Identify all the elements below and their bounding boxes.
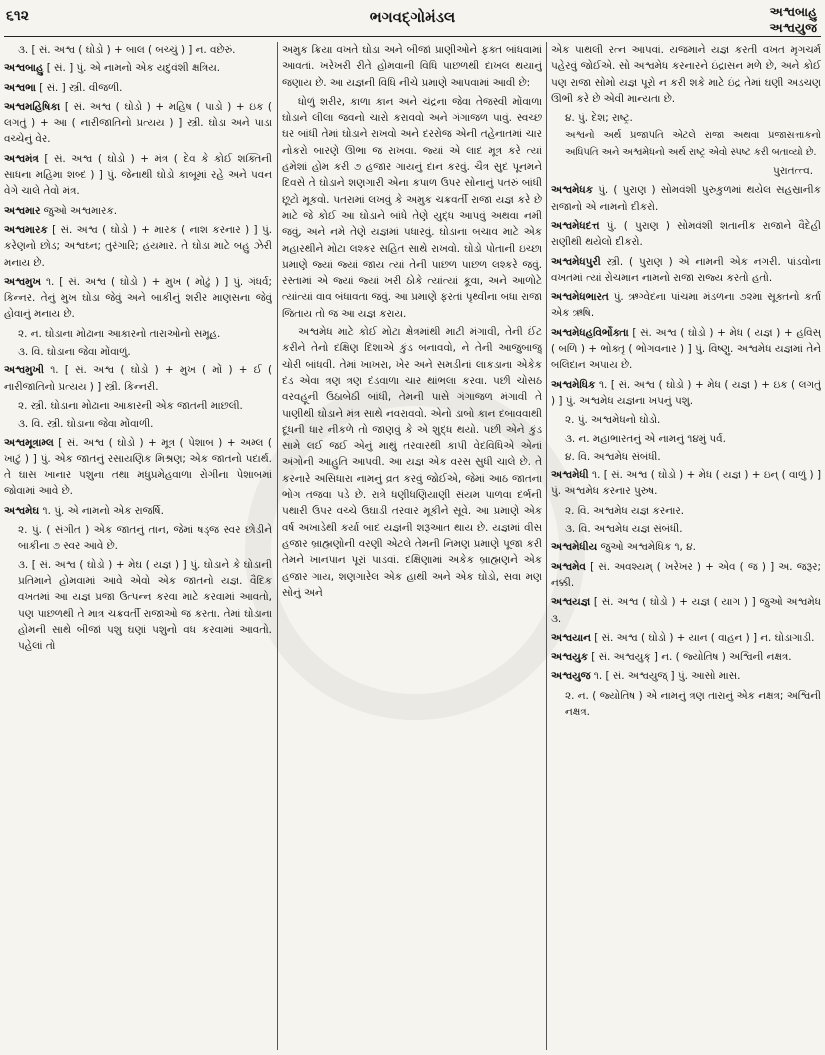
definition: પું. ( પુરાણ ) સોમવંશી શતાનીક રાજાને વૈદેહી રાણીથી થયેલો દીકરો.	[551, 219, 821, 249]
dictionary-entry	[4, 60, 272, 76]
header-rule	[4, 36, 821, 37]
dictionary-entry	[551, 467, 821, 500]
dictionary-entry	[551, 325, 821, 374]
guide-word-last: અશ્વયુજ	[769, 20, 817, 35]
definition: [ સં. અશ્વ ( ઘોડો ) + મૂત્ર ( પેશાબ ) + અમ્લ ( ખાટું ) ] પું. એક જાતનું રસાયણિક મિશ્રણ; એક જાતનો પદાર્થ. તે ઘાસ ખાનાર પશુના તથા મધુપ્રમેહવાળા રોગીના પેશાબમાં જોવામાં આવે છે.	[4, 436, 272, 498]
dictionary-entry	[551, 182, 821, 215]
entry-sense: ૩. ન. મહાભારતનું એ નામનું ૧૪મું પર્વ.	[565, 432, 726, 445]
headword: અશ્વમેધીય	[551, 541, 598, 554]
body-paragraph: અશ્વમેધ માટે કોઈ મોટા ક્ષેત્રમાંથી માટી મંગાવી, તેની ઈંટ કરીને તેનો દક્ષિણ દિશાએ કુંડ બનાવવો, ને તેની આજુબાજુ ચોરી બાંધવી. તેમાં ખાખરા, ખેર અને સમડીનાં લાકડાના એકેક દંડ એવા ત્રણ ત્રણ દંડવાળા ચાર થાંભલા કરવા. પછી ચોસઠ વરવહૂની ઉઠાબેઠી બાંધી, તેમની પાસે ગંગાજળ મંગાવી તે પાણીથી ઘોડાને મંત્ર સાથે નવરાવવો. એનો ડાબો કાન દબાવવાથી દૂધની ધાર નીકળે તો જાણવું કે એ શુદ્ધ થયો. પછી એને કુંડ સામે લઈ જઈ એનું માથું તરવારથી કાપી વેદવિધિએ એનાં અંગોની આહુતિ આપવી. આ યજ્ઞ એક વરસ સુધી ચાલે છે. તે કરનારે અસિધારા નામનું વ્રત કરવું જોઈએ, જેમાં આઠ જાતના ભોગ તજવા પડે છે. રાત્રે ધણીધણિયાણી સંયમ પાળવા દર્ભની પથારી ઉપર વચ્ચે ઉઘાડી તરવાર મૂકીને સૂવે. આ પ્રમાણે એક વર્ષ અખાડેથી કર્યા બાદ યજ્ઞની શરૂઆત થાય છે. યજ્ઞમાં વીસ હજાર બ્રાહ્મણોની વરણી એટલે તેમની નિમણ પ્રમાણે પૂજા કરી તેમને ખાનપાન પૂરાં પાડવાં. દક્ષિણામાં અકેક બ્રાહ્મણને એક હજાર ગાય, શણગારેલ એક હાથી અને એક ઘોડો, સવા મણ સોનું અને	[282, 326, 542, 599]
page-header	[0, 0, 825, 44]
definition: ૧. પું. એ નામનો એક રાજર્ષિ.	[42, 504, 164, 517]
headword: અશ્વયુક	[551, 651, 588, 664]
headword: અશ્વમંત્ર	[4, 152, 39, 165]
definition: ૧. [ સં. અશ્વયુજ્ ] પું. આસો માસ.	[593, 670, 741, 683]
headword: અશ્વમેધપુરી	[551, 255, 601, 268]
entry-sense: ૩. વિ. ઘોડાના જેવા મોંવાળું.	[18, 346, 131, 359]
definition: ૧. [ સં. અશ્વ ( ઘોડો ) + મેધ ( યજ્ઞ ) + ઇક ( લગતું ) ] પું. અશ્વમેધ યજ્ઞના ખપનું પશુ.	[551, 378, 821, 407]
definition: ૧. [ સં. અશ્વ ( ઘોડો ) + મુખ ( મોં ) + ઈ ( નારીજાતિનો પ્રત્યય ) ] સ્ત્રી. કિન્નરી.	[4, 364, 272, 393]
entry-sense: ૨. સ્ત્રી. ઘોડાના મોઢાના આકારની એક જાતની માછલી.	[18, 399, 243, 412]
dictionary-entry	[4, 99, 272, 148]
dictionary-entry	[551, 668, 821, 684]
dictionary-entry	[551, 218, 821, 251]
headword: અશ્વમેઘ	[4, 504, 40, 517]
definition: [ સં. અશ્વ ( ઘોડો ) + મારક ( નાશ કરનાર ) ] પું. કરેણનો છોડ; અશ્વઘ્ન; તુરંગારિ; હયમાર. તે ઘોડા માટે બહુ ઝેરી મનાય છે.	[4, 223, 272, 269]
definition: [ સં. અશ્વયુક્ ] ન. ( જ્યોતિષ ) અશ્વિની નક્ષત્ર.	[591, 651, 792, 664]
dictionary-entry	[4, 80, 272, 96]
definition: [ સં. ] પું. એ નામનો એક યદુવંશી ક્ષત્રિય.	[46, 62, 221, 75]
headword: અશ્વમેધી	[551, 469, 589, 482]
headword: અશ્વમેધિક	[551, 378, 596, 391]
guide-words	[770, 4, 817, 36]
column-right	[551, 42, 821, 1050]
definition: [ સં. ] સ્ત્રી. વીજળી.	[39, 81, 123, 94]
body-paragraph: ધોળું શરીર, કાળા કાન અને ચંદ્રના જેવા તેજસ્વી મોંવાળા ઘોડાને લીલા જવનો ચારો કરાવવો અને ગંગાજળ પાવું. સ્વચ્છ ઘર બાંધી તેમાં ઘોડાને રાખવો અને દરરોજ એની તહેનાતમાં ચાર નોકરો બારણે ઊભા જ રાખવા. જ્યાં એ લાદ મૂત્ર કરે ત્યાં હમેશાં હોમ કરી ૭ હજાર ગાયનું દાન કરવું. ચૈત્ર સુદ પૂનમને દિવસે તે ઘોડાને શણગારી એના કપાળ ઉપર સોનાનું પતરું બાંધી છૂટો મૂકવો. પતરામાં લખવું કે અમુક ચક્રવર્તી રાજા યજ્ઞ કરે છે માટે જે કોઈ આ ઘોડાને બાંધે તેણે યુદ્ધ આપવું અથવા નમી જવું, અને નમે તેણે યજ્ઞમાં પધારવું. ઘોડાના બચાવ માટે એક મહારથીને મોટા લશ્કર સહિત સાથે રાખવો. ઘોડો પોતાની ઇચ્છા પ્રમાણે જ્યાં જ્યાં જાય ત્યાં તેની પાછળ પાછળ લશ્કરે જવું. રસ્તામાં એ જ્યાં જ્યાં ખરી ઠોકે ત્યાંત્યાં કૂવા, અને આળોટે ત્યાંત્યાં વાવ બંધાવતા જવું. આ પ્રમાણે ફરતાં પૃથ્વીના બધા રાજા જિતાય તો જ આ યજ્ઞ કરાય.	[282, 95, 542, 320]
dictionary-entry	[4, 362, 272, 395]
dictionary-entry	[551, 559, 821, 592]
definition: [ સં. અશ્વ ( ઘોડો ) + મંત્ર ( દેવ કે કોઈ શક્તિની સાધના મહિમા શબ્દ ) ] પું. જેનાથી ઘોડો કાબૂમાં રહે અને પવન વેગે ચાલે તેવો મંત્ર.	[4, 152, 272, 198]
column-middle	[282, 42, 542, 1050]
definition: [ સં. અશ્વ ( ઘોડો ) + મહિષ ( પાડો ) + ઇક ( લગતું ) + આ ( નારીજાતિનો પ્રત્યય ) ] સ્ત્રી. ઘોડા અને પાડા વચ્ચેનું વેર.	[4, 100, 272, 146]
entry-sense: ૨. ન. ( જ્યોતિષ ) એ નામનું ત્રણ તારાનું એક નક્ષત્ર; અશ્વિની નક્ષત્ર.	[565, 689, 821, 718]
dictionary-entry	[4, 222, 272, 271]
entry-sense: ૨. વિ. અશ્વમેધ યજ્ઞ કરનાર.	[565, 504, 685, 517]
definition: ૧. [ સં. અશ્વ ( ઘોડો ) + મેધ ( યજ્ઞ ) + ઇન્ ( વાળું ) ] પું. અશ્વમેધ કરનાર પુરુષ.	[551, 469, 821, 498]
dictionary-entry	[551, 649, 821, 665]
column-divider	[277, 42, 278, 1050]
dictionary-entry	[551, 254, 821, 287]
page-title: ભગવદ્ગોમંડલ	[369, 8, 456, 26]
headword: અશ્વમેધભારત	[551, 291, 609, 304]
headword: અશ્વયજ્ઞ	[551, 596, 591, 609]
definition: સ્ત્રી. ( પુરાણ ) એ નામની એક નગરી. પાંડવોના વખતમાં ત્યાં રોચમાન નામનો રાજા રાજ્ય કરતો હતો.	[551, 255, 821, 284]
dictionary-entry	[4, 274, 272, 323]
entry-sense: ૨. પું. અશ્વમેધનો ઘોડો.	[565, 414, 661, 427]
definition: જુઓ અશ્વમેધિક ૧, ૪.	[600, 541, 696, 554]
headword: અશ્વમુખી	[4, 364, 44, 377]
source-attribution: પુરાતત્ત્વ.	[772, 165, 813, 178]
entry-sense: ૩. [ સં. અશ્વ ( ઘોડો ) + મેઘ ( યજ્ઞ ) ] પું. ઘોડાને કે ઘોડાની પ્રતિમાને હોમવામાં આવે એવો એક જાતનો યજ્ઞ. વૈદિક વખતમાં આ યજ્ઞ પ્રજા ઉત્પન્ન કરવા માટે કરવામાં આવતો, પણ પાછળથી તે માત્ર ચક્રવર્તી રાજાઓ જ કરતા. તેમાં ઘોડાના હોમની સાથે બીજાં પશુ ઘણાં પશુનો વધ કરવામાં આવતો. પહેલાં તો	[18, 558, 272, 653]
entry-sense: ૪. પું. દેશ; રાષ્ટ્ર.	[565, 112, 633, 125]
headword: અશ્વમુખ	[4, 275, 41, 288]
continued-paragraph: એક પાથલી રત્ન આપવાં. યજમાને યજ્ઞ કરતી વખત મૃગચર્મ પહેરવું જોઈએ. સો અશ્વમેધ કરનારને ઇંદ્રાસન મળે છે, અને કોઈ પણ રાજા સોમો યજ્ઞ પૂરો ન કરી શકે માટે ઇંદ્ર તેમાં ઘણી અડચણ ઊભી કરે છે એવી માન્યતા છે.	[551, 44, 821, 105]
definition: [ સં. અશ્વ ( ઘોડો ) + યજ્ઞ ( યાગ ) ] જુઓ અશ્વમેધ ૩.	[551, 596, 821, 625]
entry-sense: ૨. ન. ઘોડાના મોઢાના આકારનો તારાઓનો સમૂહ.	[18, 327, 221, 340]
headword: અશ્વમાર	[4, 204, 41, 217]
guide-word-first: અશ્વબાહુ	[769, 4, 817, 19]
dictionary-entry	[4, 435, 272, 500]
dictionary-entry	[4, 203, 272, 219]
headword: અશ્વમૂત્રામ્લ	[4, 436, 54, 449]
headword: અશ્વબાહુ	[4, 62, 44, 75]
definition: [ સં. અશ્વ ( ઘોડો ) + યાન ( વાહન ) ] ન. ઘોડાગાડી.	[594, 631, 815, 644]
headword: અશ્વમેધહવિર્ભોક્તા	[551, 326, 629, 339]
headword: અશ્વભા	[4, 81, 36, 94]
definition: પું. ઋગ્વેદના પાંચમા મંડળના ૭૨મા સૂક્તનો કર્તા એક ઋષિ.	[551, 291, 821, 320]
dictionary-entry	[4, 503, 272, 519]
definition: [ સં. અશ્વ ( ઘોડો ) + મેધ ( યજ્ઞ ) + હવિસ્ ( બળિ ) + ભોક્તૃ ( ભોગવનાર ) ] પું. વિષ્ણુ. અશ્વમેધ યજ્ઞમાં તેને બલિદાન અપાય છે.	[551, 326, 821, 372]
entry-sense: ૪. વિ. અશ્વમેધ સંબંધી.	[565, 450, 661, 463]
page-number: ૬૧૨	[6, 8, 29, 24]
headword: અશ્વયાન	[551, 631, 591, 644]
dictionary-entry	[551, 630, 821, 646]
headword: અશ્વયુજ	[551, 670, 591, 683]
headword: અશ્વમેધદત્ત	[551, 219, 600, 232]
entry-sense: ૩. [ સં. અશ્વ ( ઘોડો ) + બાલ ( બચ્ચું ) ] ન. વછેરું.	[18, 44, 236, 56]
definition: [ સં. અવશ્યમ્ ( ખરેખર ) + એવ ( જ ) ] અ. જરૂર; નક્કી.	[551, 560, 821, 589]
dictionary-entry	[4, 151, 272, 200]
dictionary-entry	[551, 289, 821, 322]
headword: અશ્વમેધક	[551, 184, 593, 197]
headword: અશ્વમેવ	[551, 560, 586, 573]
dictionary-entry	[551, 377, 821, 410]
column-divider	[546, 42, 547, 1050]
entry-sense: ૩. વિ. સ્ત્રી. ઘોડાના જેવા મોંવાળી.	[18, 418, 154, 431]
entry-sense: ૨. પું. ( સંગીત ) એક જાતનું તાન, જેમાં ષડ્જ સ્વર છોડીને બાકીના ૭ સ્વર આવે છે.	[18, 524, 272, 553]
definition: જુઓ અશ્વમારક.	[43, 204, 118, 217]
continued-paragraph: અમુક ક્રિયા વખતે ઘોડા અને બીજાં પ્રાણીઓને ફક્ત બાંધવામાં આવતાં. ખરેખરી રીતે હોમવાની વિધિ પાછળથી દાખલ થયાનું જણાય છે. આ યજ્ઞની વિધિ નીચે પ્રમાણે આપવામાં આવી છે:	[282, 44, 542, 89]
definition: પું. ( પુરાણ ) સોમવંશી પુરુકુળમાં થયેલ સહસ્રાનીક રાજાનો એ નામનો દીકરો.	[551, 184, 821, 213]
headword: અશ્વમહિષિકા	[4, 100, 61, 113]
definition: ૧. [ સં. અશ્વ ( ઘોડો ) + મુખ ( મોઢું ) ] પું. ગંધર્વ; કિન્નર. તેનું મુખ ઘોડા જેવું અને બાકીનું શરીર માણસના જેવું હોવાનું મનાય છે.	[4, 275, 272, 321]
entry-note: અશ્વનો અર્થ પ્રજાપતિ એટલે રાજા અથવા પ્રજાસત્તાકનો અધિપતિ અને અશ્વમેધનો અર્થ રાષ્ટ્ર એવો સ્પષ્ટ કરી બતાવ્યો છે.	[565, 130, 821, 158]
dictionary-entry	[551, 539, 821, 555]
headword: અશ્વમારક	[4, 223, 48, 236]
dictionary-entry	[551, 594, 821, 627]
entry-sense: ૩. વિ. અશ્વમેધ યજ્ઞ સંબંધી.	[565, 523, 683, 536]
column-left	[4, 42, 272, 1050]
